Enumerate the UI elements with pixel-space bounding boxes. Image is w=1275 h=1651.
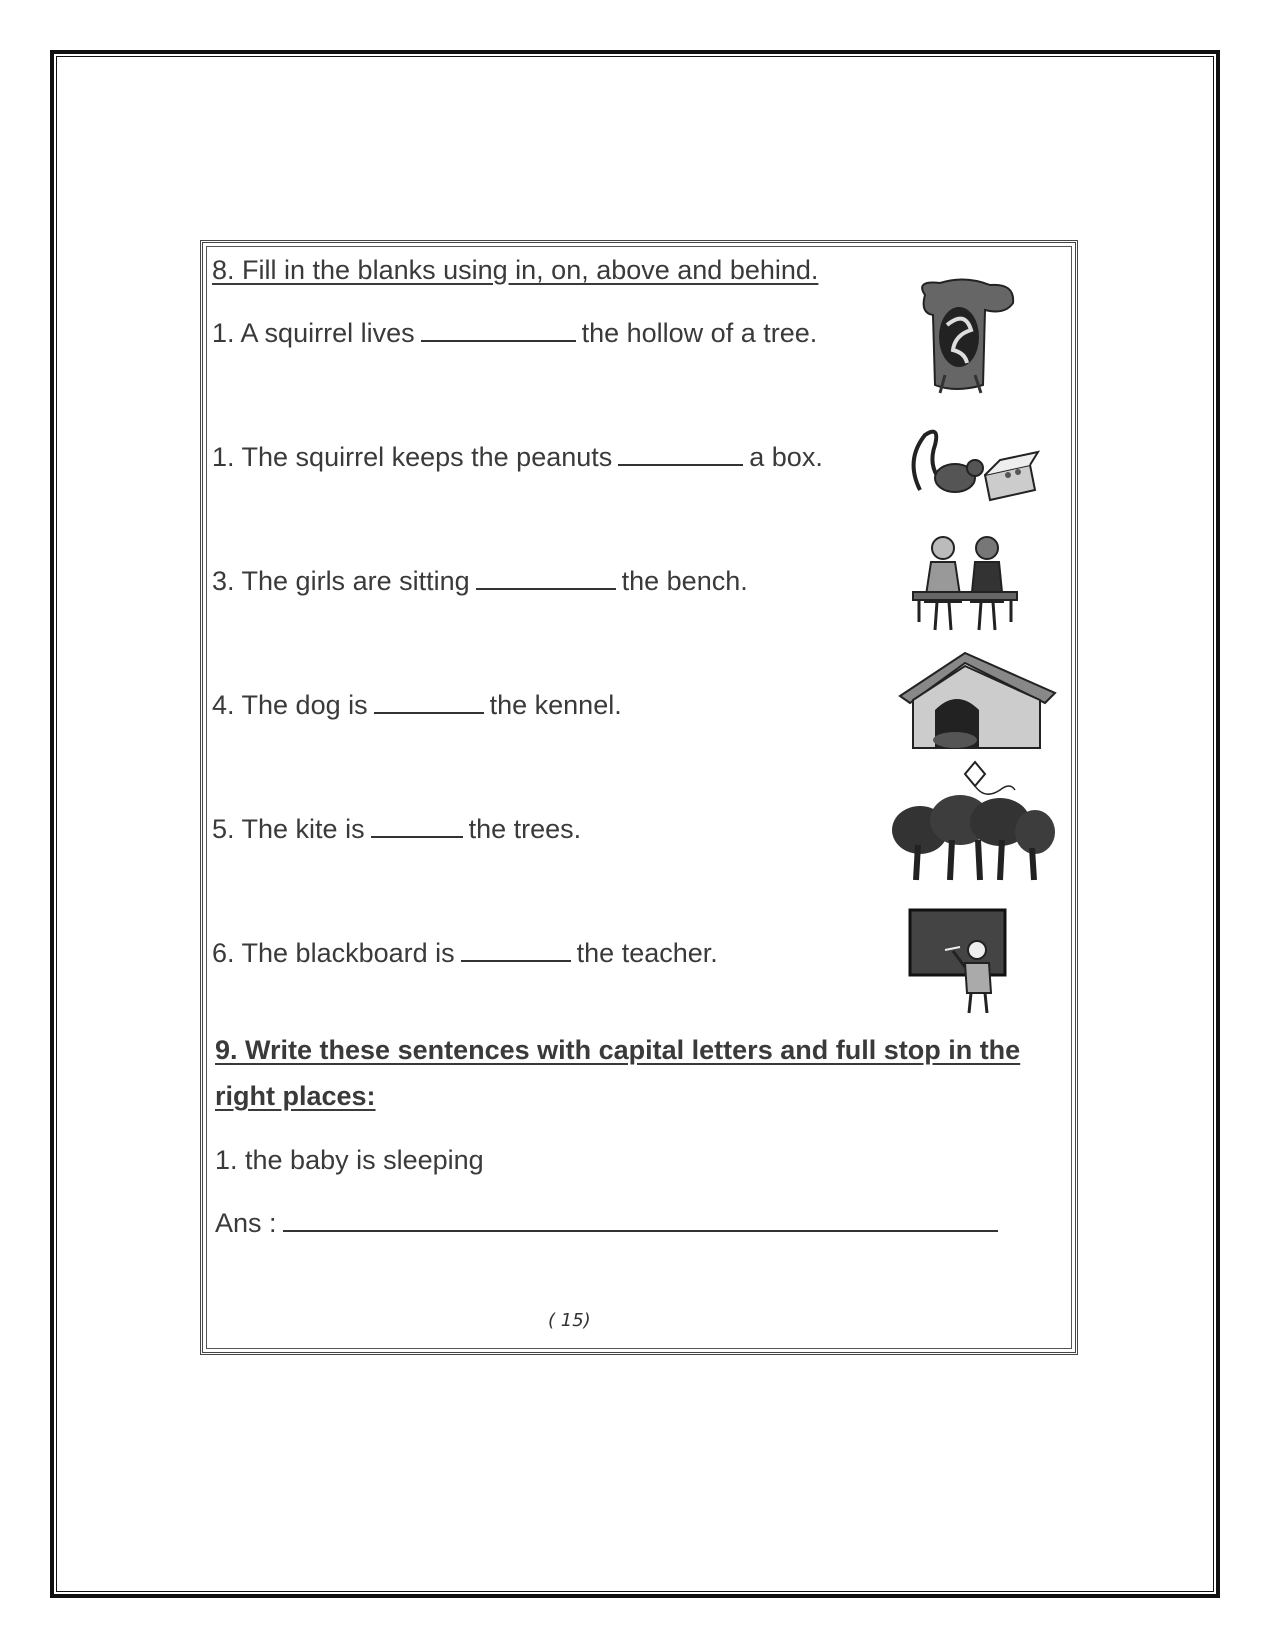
question-4 [212,690,622,721]
question-4-after: the kennel. [489,690,622,720]
question-1-before: 1. A squirrel lives [212,318,415,348]
girls-bench-icon [905,530,1025,635]
kite-trees-icon [890,760,1055,885]
question-5-blank[interactable] [371,835,463,838]
question-3 [212,566,748,597]
section9-title-line1: 9. Write these sentences with capital letters and full stop in the [215,1035,1021,1065]
question-6 [212,938,718,969]
question-2-before: 1. The squirrel keeps the peanuts [212,442,613,472]
teacher-blackboard-icon [905,905,1015,1015]
question-5-before: 5. The kite is [212,814,365,844]
question-6-after: the teacher. [576,938,718,968]
answer-label: Ans : [215,1208,277,1238]
question-5 [212,814,581,845]
question-2-blank[interactable] [618,463,743,466]
question-3-before: 3. The girls are sitting [212,566,470,596]
question-3-blank[interactable] [476,587,616,590]
section9-item-1: 1. the baby is sleeping [215,1145,484,1175]
page-number: ( 15) [548,1310,591,1331]
squirrel-in-tree-icon [895,275,1035,400]
question-1-blank[interactable] [421,339,576,342]
question-5-after: the trees. [468,814,582,844]
question-4-blank[interactable] [374,711,484,714]
squirrel-box-icon [900,420,1040,510]
question-1 [212,318,817,349]
question-4-before: 4. The dog is [212,690,368,720]
answer-row [215,1208,1004,1239]
section8-title: 8. Fill in the blanks using in, on, above and behind. [212,255,819,285]
question-2-after: a box. [749,442,823,472]
dog-kennel-icon [895,648,1060,753]
question-6-blank[interactable] [461,959,571,962]
question-3-after: the bench. [621,566,748,596]
question-6-before: 6. The blackboard is [212,938,455,968]
section9-title-line2: right places: [215,1081,376,1111]
answer-line[interactable] [283,1229,998,1232]
question-1-after: the hollow of a tree. [581,318,818,348]
question-2 [212,442,823,473]
